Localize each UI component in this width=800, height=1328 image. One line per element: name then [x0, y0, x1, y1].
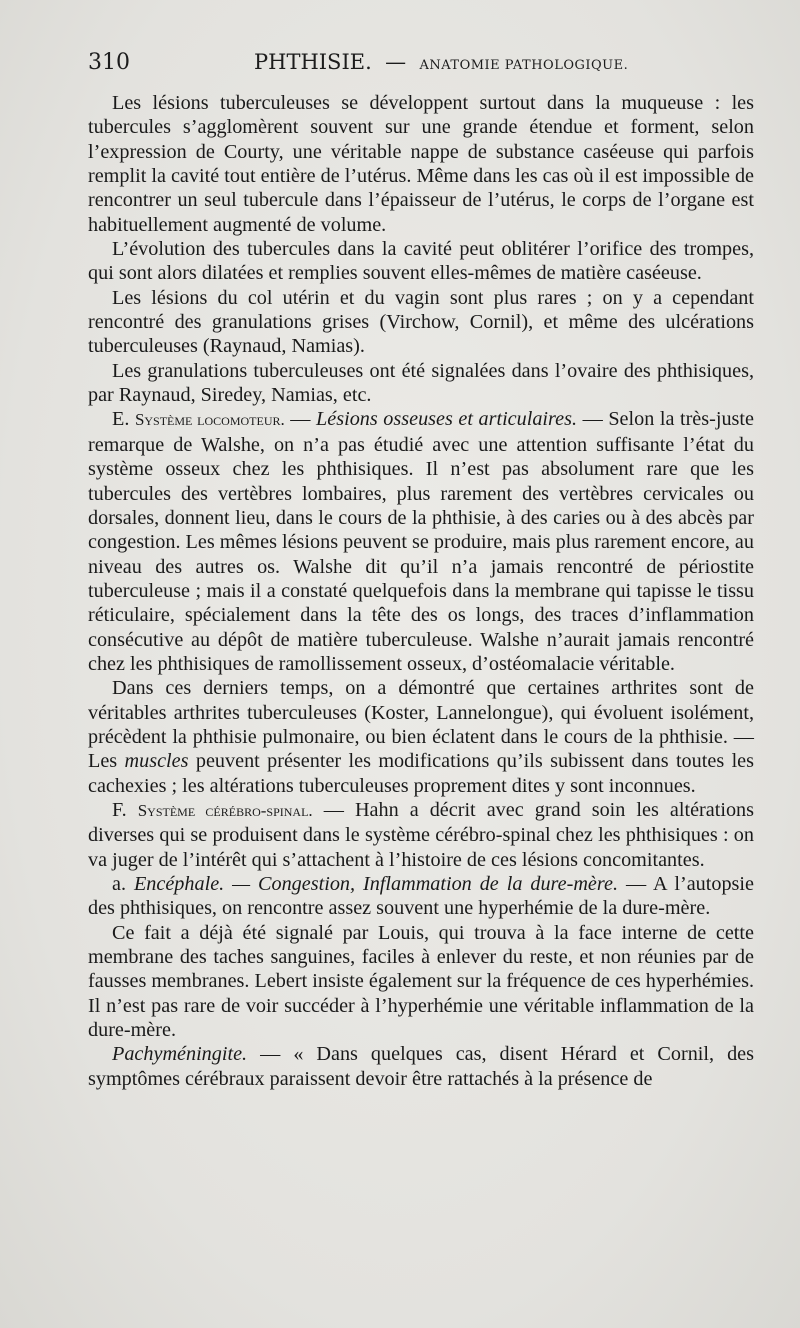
paragraph-locomotor-system	[88, 407, 754, 676]
subsection-heading: Encéphale. — Congestion, Inflammation de la dure-mère.	[133, 873, 618, 895]
section-heading: Système locomoteur.	[134, 410, 285, 430]
paragraph-text: Les lésions tuberculeuses se développent surtout dans la muqueuse : les tubercules s’agglomèrent souvent sur une grande étendue et forment, selon l’expression de Courty, une véritable nappe de substance caséeuse qui parfois remplit la cavité tout entière de l’utérus. Même dans les cas où il est impossible de rencontrer un seul tubercule dans l’épaisseur de l’utérus, le corps de l’organe est habituellement augmenté de volume.	[88, 92, 755, 236]
header-subtitle: ANATOMIE PATHOLOGIQUE.	[419, 58, 629, 73]
section-separator: —	[284, 408, 317, 431]
subsection-heading: Lésions osseuses et articulaires.	[316, 408, 578, 431]
paragraph-pachymeningitis	[88, 1042, 754, 1091]
page-number: 310	[88, 50, 130, 75]
header-dash: —	[385, 50, 407, 74]
paragraph-text: peuvent présenter les modifications qu’ils subissent dans toutes les cachexies ; les altérations tuberculeuses proprement dites y sont inconnues.	[88, 750, 754, 797]
subsection-heading: Pachyméningite.	[112, 1043, 248, 1066]
paragraph-cervix-vagina	[88, 286, 754, 359]
paragraph-text: Les granulations tuberculeuses ont été signalées dans l’ovaire des phthisiques, par Raynaud, Siredey, Namias, etc.	[88, 359, 754, 407]
paragraph-tubes	[88, 237, 754, 286]
paragraph-encephalon	[88, 872, 754, 921]
paragraph-text: — Selon la très-juste remarque de Walshe, on n’a pas étudié avec une attention suffisante l’état du système osseux chez les phthisiques. Il n’est pas absolument rare que les tubercules des vertèbres lombaires, plus rarement des vertèbres cervicales ou dorsales, donnent lieu, dans le cours de la phthisie, à des caries ou à des abcès par congestion. Les mêmes lésions peuvent se produire, mais plus rarement encore, au niveau des autres os. Walshe dit qu’il n’a jamais rencontré de périostite tuberculeuse ; mais il a constaté quelquefois dans la membrane qui tapisse le tissu réticulaire, spécialement dans la tête des os longs, des traces d’inflammation consécutive au dépôt de matière tuberculeuse. Walshe n’aurait jamais rencontré chez les phthisiques de ramollissement osseux, d’ostéomalacie véritable.	[88, 408, 754, 675]
paragraph-text: Ce fait a déjà été signalé par Louis, qui trouva à la face interne de cette membrane des taches sanguines, faciles à enlever du reste, et non réunies par de fausses membranes. Lebert insiste également sur la fréquence de ces hyperhémies. Il n’est pas rare de voir succéder à l’hyperhémie une véritable inflammation de la dure-mère.	[88, 921, 754, 1042]
paragraph-text: L’évolution des tubercules dans la cavité peut oblitérer l’orifice des trompes, qui sont alors dilatées et remplies souvent elles-mêmes de matière caséeuse.	[88, 238, 754, 285]
paragraph-arthritis	[88, 676, 754, 798]
subsection-letter: a.	[112, 873, 134, 895]
page-header	[88, 50, 752, 80]
paragraph-text: Les lésions du col utérin et du vagin sont plus rares ; on y a cependant rencontré des granulations grises (Virchow, Cornil), et même des ulcérations tuberculeuses (Raynaud, Namias).	[88, 286, 754, 358]
paragraph-cerebrospinal-system	[88, 798, 754, 872]
emphasis-muscles: muscles	[124, 750, 189, 773]
paragraph-text: Dans ces derniers temps, on a démontré que certaines arthrites sont de véritables arthrites tuberculeuses (Koster, Lannelongue), qui évoluent isolément, précèdent la phthisie pulmonaire, ou bien éclatent dans le cours de la phthisie. — Les	[88, 677, 754, 773]
paragraph-uterus-mucosa	[88, 91, 754, 237]
section-letter: F.	[112, 798, 138, 821]
paragraph-text: — « Dans quelques cas, disent Hérard et Cornil, des symptômes cérébraux paraissent devoir être rattachés à la présence de	[88, 1043, 754, 1090]
running-title	[254, 50, 628, 74]
body-text	[88, 91, 754, 1091]
paragraph-louis-lebert	[88, 921, 754, 1043]
header-title: PHTHISIE.	[254, 50, 372, 74]
paragraph-ovary	[88, 359, 754, 408]
section-letter: E.	[112, 408, 135, 431]
paragraph-text: — Hahn a décrit avec grand soin les altérations diverses qui se produisent dans le système cérébro-spinal chez les phthisiques : on va juger de l’intérêt qui s’attachent à l’histoire de ces lésions concomitantes.	[88, 798, 754, 871]
paragraph-text: — A l’autopsie des phthisiques, on rencontre assez souvent une hyperhémie de la dure-mère.	[88, 873, 754, 920]
section-heading: Système cérébro-spinal.	[137, 800, 313, 820]
